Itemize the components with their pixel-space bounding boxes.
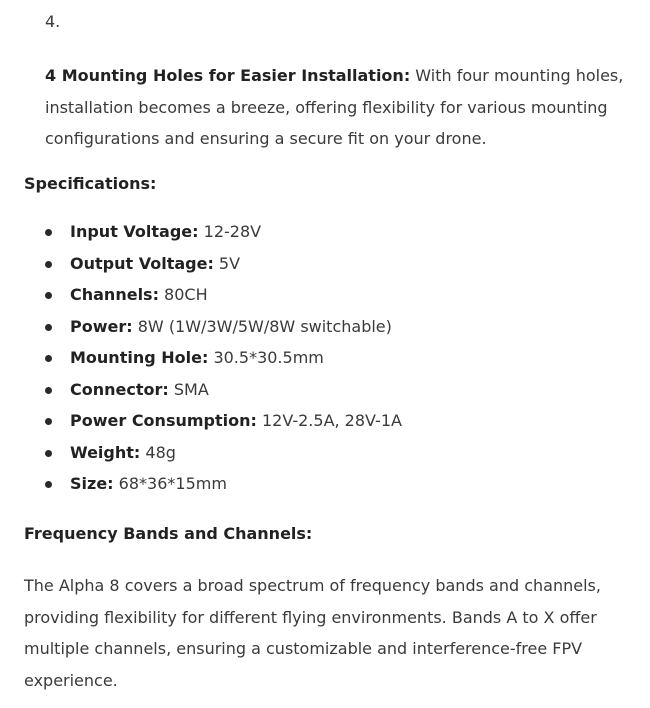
spec-value: 80CH: [158, 285, 208, 304]
spec-value: 5V: [213, 253, 241, 273]
spec-value: SMA: [168, 379, 209, 399]
frequency-bands-heading: Frequency Bands and Channels:: [24, 524, 313, 543]
frequency-bands-paragraph: The Alpha 8 covers a broad spectrum of frequency bands and channels, providing flexibility for different flying environments. Bands A to X offer multiple channels, ensuring a customizable and interference-free FPV experience.: [24, 576, 601, 690]
spec-key: Weight:: [70, 442, 141, 462]
spec-value: 48g: [140, 442, 176, 462]
specifications-heading: Specifications:: [24, 174, 157, 193]
bullet-icon: [45, 387, 52, 394]
spec-value: 8W (1W/3W/5W/8W switchable): [132, 316, 392, 336]
bullet-icon: [45, 292, 52, 299]
spec-key: Size:: [70, 474, 114, 493]
spec-key: Input Voltage:: [70, 222, 199, 241]
spec-item-weight: [0, 441, 650, 473]
spec-key: Power:: [70, 316, 133, 336]
bullet-icon: [45, 418, 52, 425]
spec-key: Mounting Hole:: [70, 348, 209, 367]
feature-paragraph: [45, 60, 635, 155]
spec-key: Power Consumption:: [70, 411, 257, 430]
spec-item-size: [0, 472, 650, 504]
spec-key: Channels:: [70, 285, 159, 304]
bullet-icon: [45, 481, 52, 488]
spec-item-power: [0, 315, 650, 347]
bullet-icon: [45, 355, 52, 362]
specifications-list: [0, 220, 650, 504]
feature-title: 4 Mounting Holes for Easier Installation:: [45, 66, 411, 85]
spec-item-input-voltage: [0, 220, 650, 252]
spec-item-connector: [0, 378, 650, 410]
bullet-icon: [45, 324, 52, 331]
spec-value: 12V-2.5A, 28V-1A: [256, 411, 402, 430]
spec-item-output-voltage: [0, 252, 650, 284]
spec-value: 68*36*15mm: [113, 474, 227, 493]
spec-item-mounting-hole: [0, 346, 650, 378]
bullet-icon: [45, 229, 52, 236]
spec-item-power-consumption: [0, 409, 650, 441]
spec-key: Connector:: [70, 379, 169, 399]
bullet-icon: [45, 450, 52, 457]
spec-key: Output Voltage:: [70, 253, 214, 273]
feature-text: With four mounting holes, installation becomes a breeze, offering flexibility for various mounting configurations and ensuring a secure fit on your drone.: [45, 66, 624, 148]
list-number: 4.: [45, 12, 61, 31]
spec-value: 12-28V: [198, 222, 262, 241]
spec-value: 30.5*30.5mm: [208, 348, 324, 367]
bullet-icon: [45, 261, 52, 268]
spec-item-channels: [0, 283, 650, 315]
